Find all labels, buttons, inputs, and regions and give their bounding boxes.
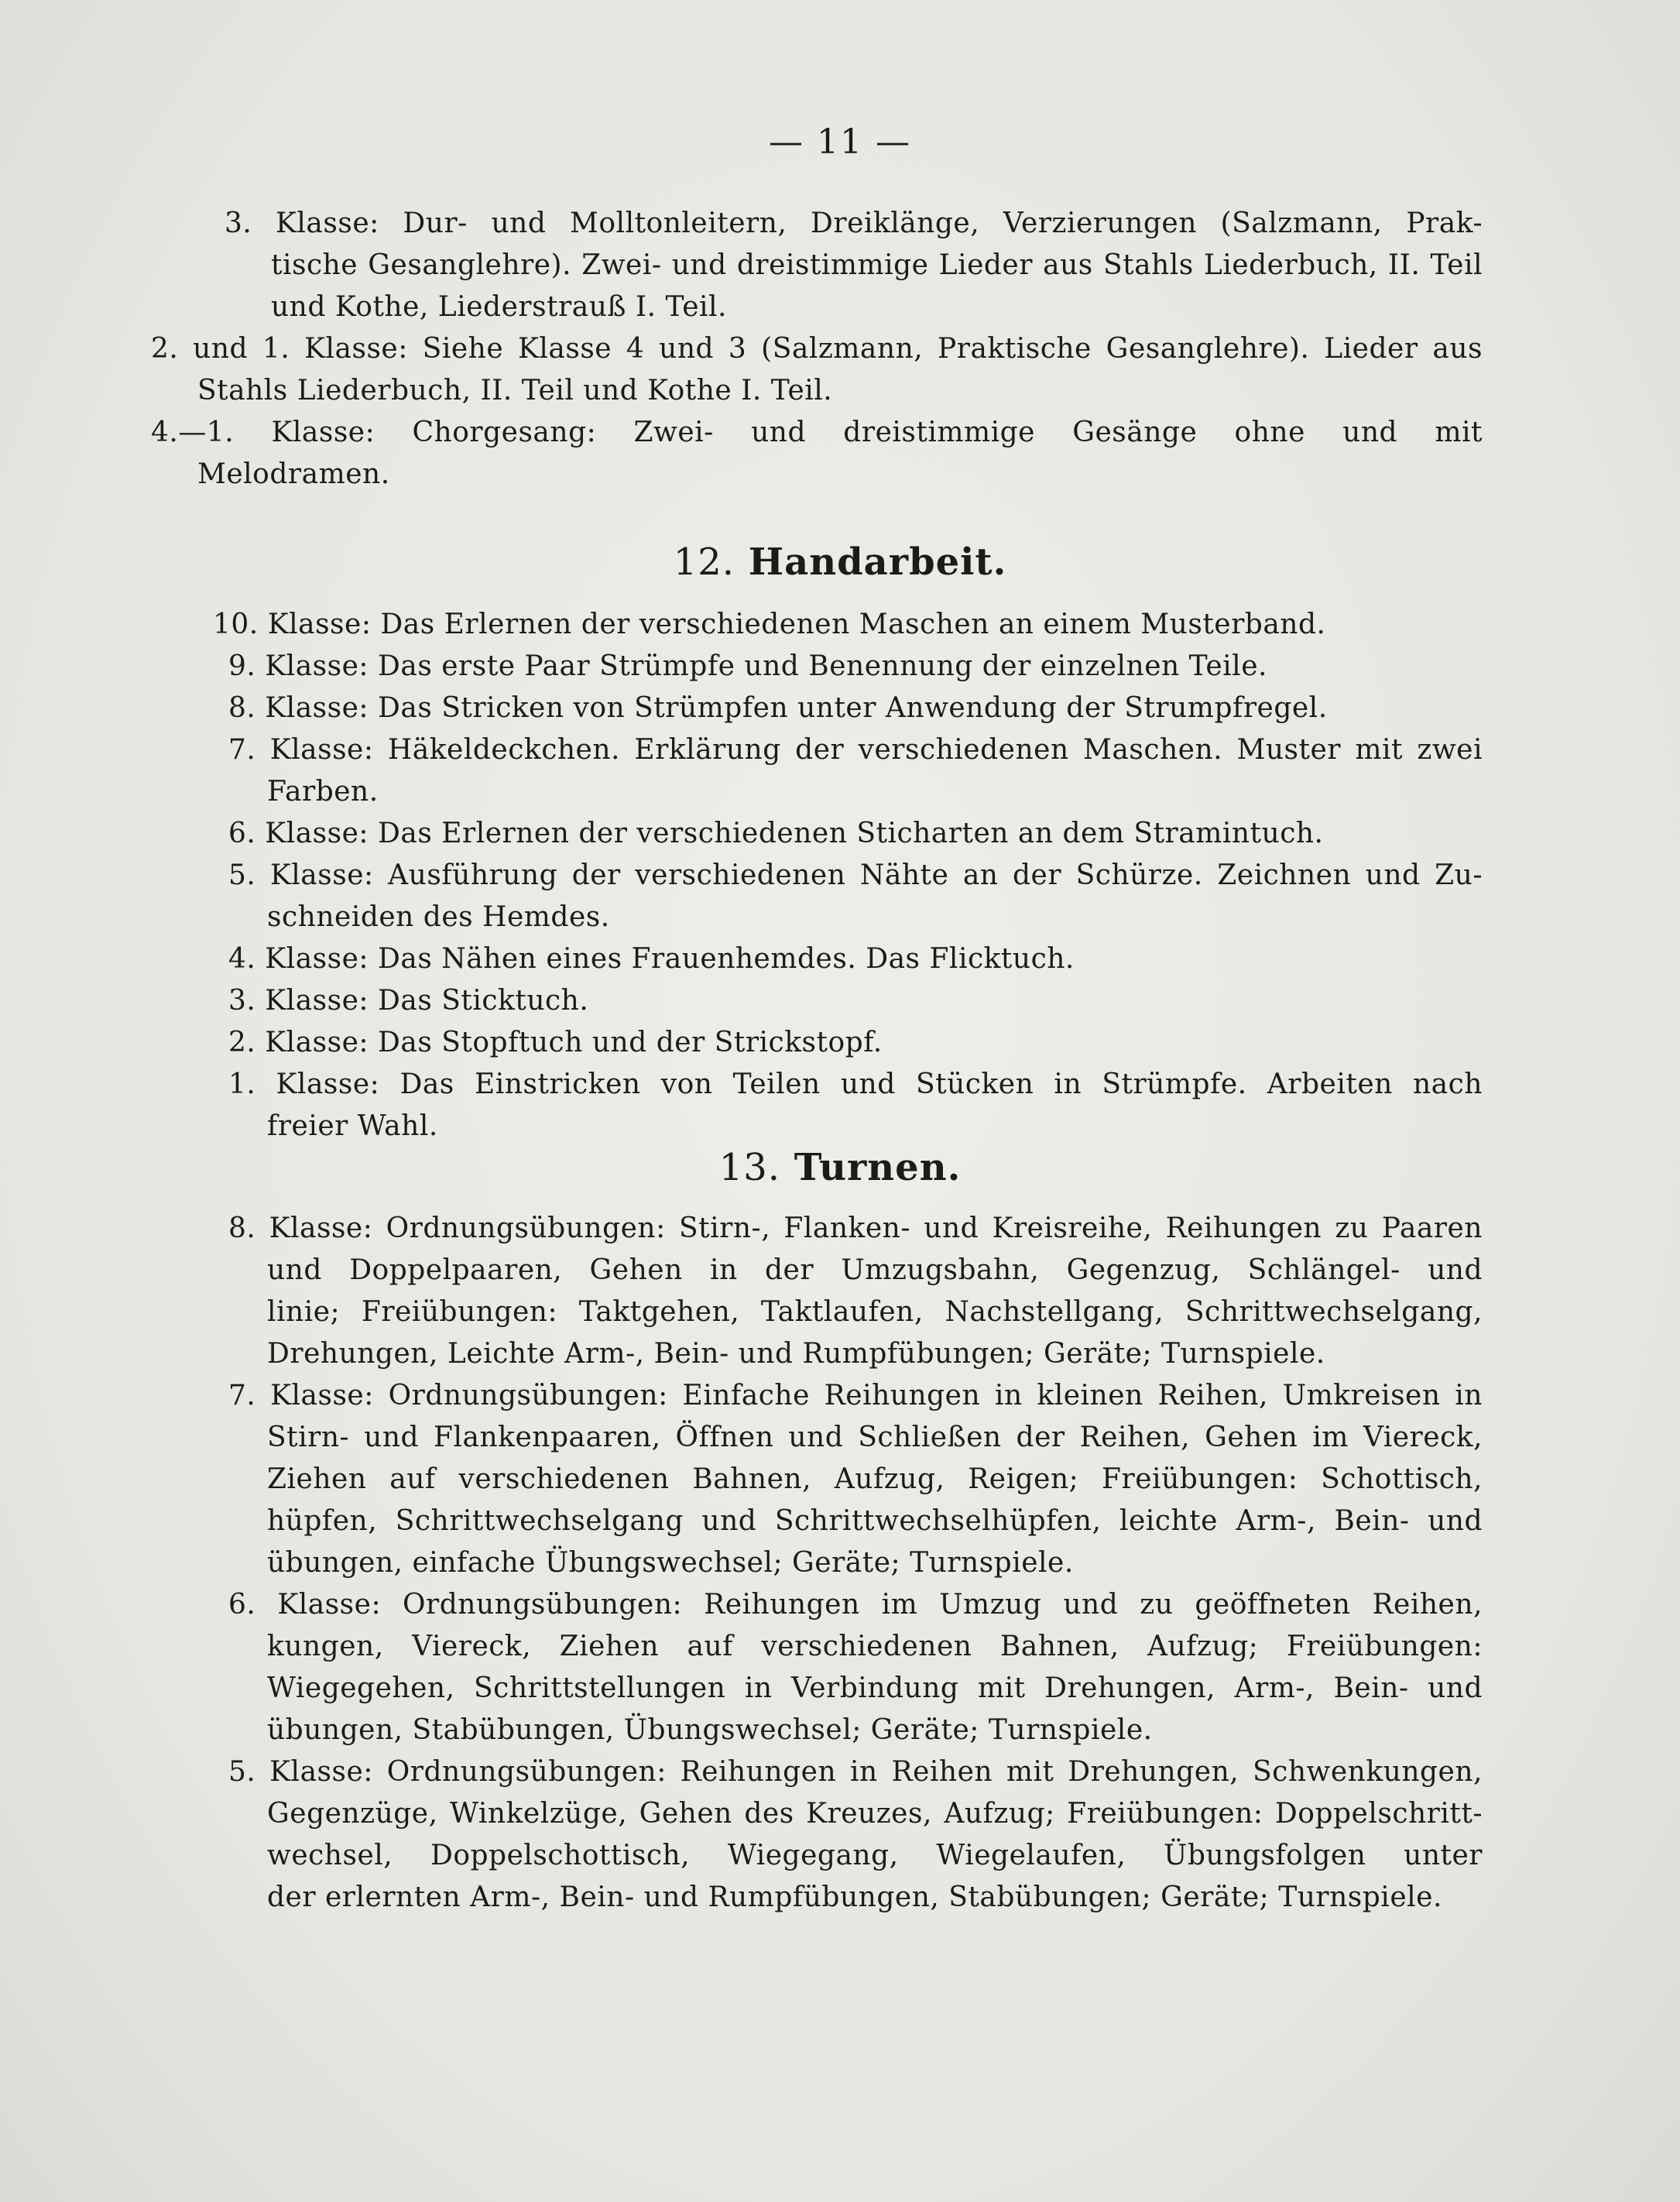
entry bbox=[151, 1022, 1483, 1064]
entry bbox=[151, 1208, 1483, 1375]
text-line: Farben. bbox=[267, 776, 379, 808]
entry bbox=[151, 855, 1483, 938]
text-line: 5. Klasse: Ordnungsübungen: Reihungen in Reihen mit Drehungen, Schwenkungen, bbox=[228, 1756, 1483, 1788]
music-section bbox=[151, 203, 1483, 496]
text-line: 2. und 1. Klasse: Siehe Klasse 4 und 3 (Salzmann, Praktische Gesanglehre). Lieder aus bbox=[151, 333, 1483, 365]
text-line: und Kothe, Liederstrauß I. Teil. bbox=[271, 291, 727, 323]
text-line: 2. Klasse: Das Stopftuch und der Strickstopf. bbox=[228, 1027, 883, 1058]
text-line: Stirn- und Flankenpaaren, Öffnen und Schließen der Reihen, Gehen im Viereck, bbox=[267, 1422, 1483, 1453]
text-line: wechsel, Doppelschottisch, Wiegegang, Wiegelaufen, Übungsfolgen unter bbox=[267, 1840, 1483, 1871]
page-number: — 11 — bbox=[769, 122, 911, 162]
text-line: 6. Klasse: Das Erlernen der verschiedenen Sticharten an dem Stramintuch. bbox=[228, 818, 1324, 849]
text-line: 6. Klasse: Ordnungsübungen: Reihungen im Umzug und zu geöffneten Reihen, bbox=[228, 1589, 1483, 1621]
text-line: 7. Klasse: Ordnungsübungen: Einfache Reihungen in kleinen Reihen, Umkreisen in bbox=[228, 1380, 1483, 1411]
entry bbox=[151, 412, 1483, 496]
text-line: Drehungen, Leichte Arm-, Bein- und Rumpfübungen; Geräte; Turnspiele. bbox=[267, 1338, 1325, 1370]
text-line: 10. Klasse: Das Erlernen der verschiedenen Maschen an einem Musterband. bbox=[213, 609, 1326, 640]
entry bbox=[151, 1584, 1483, 1751]
entry bbox=[151, 604, 1483, 646]
section-heading-handarbeit bbox=[0, 540, 1680, 584]
section-number: 13. bbox=[718, 1146, 781, 1189]
text-line: Ziehen auf verschiedenen Bahnen, Aufzug, Reigen; Freiübungen: Schottisch, bbox=[267, 1463, 1483, 1495]
text-line: 1. Klasse: Das Einstricken von Teilen und Stücken in Strümpfe. Arbeiten nach bbox=[228, 1068, 1483, 1100]
text-line: linie; Freiübungen: Taktgehen, Taktlaufen, Nachstellgang, Schrittwechselgang, bbox=[267, 1296, 1483, 1328]
text-line: 3. Klasse: Dur- und Molltonleitern, Dreiklänge, Verzierungen (Salzmann, Prak- bbox=[225, 208, 1483, 239]
text-line: Stahls Liederbuch, II. Teil und Kothe I. Teil. bbox=[197, 375, 833, 406]
entry bbox=[151, 980, 1483, 1022]
text-line: 9. Klasse: Das erste Paar Strümpfe und Benennung der einzelnen Teile. bbox=[228, 650, 1267, 682]
text-line: 4.—1. Klasse: Chorgesang: Zwei- und dreistimmige Gesänge ohne und mit bbox=[151, 417, 1483, 448]
handarbeit-section bbox=[151, 604, 1483, 1147]
text-line: übungen, einfache Übungswechsel; Geräte; Turnspiele. bbox=[267, 1547, 1074, 1579]
text-line: 8. Klasse: Das Stricken von Strümpfen unter Anwendung der Strumpfregel. bbox=[228, 692, 1328, 724]
text-line: Wiegegehen, Schrittstellungen in Verbindung mit Drehungen, Arm-, Bein- und bbox=[267, 1672, 1483, 1704]
text-line: 7. Klasse: Häkeldeckchen. Erklärung der verschiedenen Maschen. Muster mit zwei bbox=[228, 734, 1483, 766]
text-line: hüpfen, Schrittwechselgang und Schrittwechselhüpfen, leichte Arm-, Bein- und bbox=[267, 1505, 1483, 1537]
entry bbox=[151, 203, 1483, 328]
text-line: der erlernten Arm-, Bein- und Rumpfübungen, Stabübungen; Geräte; Turnspiele. bbox=[267, 1881, 1442, 1913]
text-line: freier Wahl. bbox=[267, 1110, 438, 1142]
entry bbox=[151, 1064, 1483, 1147]
text-line: kungen, Viereck, Ziehen auf verschiedenen Bahnen, Aufzug; Freiübungen: bbox=[267, 1631, 1483, 1662]
text-line: 3. Klasse: Das Sticktuch. bbox=[228, 985, 589, 1017]
entry bbox=[151, 813, 1483, 855]
entry bbox=[151, 729, 1483, 813]
entry bbox=[151, 1375, 1483, 1584]
entry bbox=[151, 328, 1483, 412]
text-line: übungen, Stabübungen, Übungswechsel; Geräte; Turnspiele. bbox=[267, 1714, 1153, 1746]
text-line: Melodramen. bbox=[197, 458, 390, 490]
section-title: Turnen. bbox=[794, 1146, 962, 1189]
text-line: 5. Klasse: Ausführung der verschiedenen Nähte an der Schürze. Zeichnen und Zu- bbox=[228, 859, 1483, 891]
section-title: Handarbeit. bbox=[748, 540, 1007, 584]
text-line: und Doppelpaaren, Gehen in der Umzugsbahn, Gegenzug, Schlängel- und bbox=[267, 1254, 1483, 1286]
text-line: 4. Klasse: Das Nähen eines Frauenhemdes. Das Flicktuch. bbox=[228, 943, 1075, 975]
entry bbox=[151, 688, 1483, 729]
section-number: 12. bbox=[673, 540, 735, 584]
text-line: tische Gesanglehre). Zwei- und dreistimmige Lieder aus Stahls Liederbuch, II. Teil bbox=[271, 249, 1483, 281]
text-line: 8. Klasse: Ordnungsübungen: Stirn-, Flanken- und Kreisreihe, Reihungen zu Paaren bbox=[228, 1212, 1483, 1244]
section-heading-turnen bbox=[0, 1146, 1680, 1189]
turnen-section bbox=[151, 1208, 1483, 1919]
entry bbox=[151, 646, 1483, 688]
text-line: schneiden des Hemdes. bbox=[267, 901, 610, 933]
entry bbox=[151, 938, 1483, 980]
entry bbox=[151, 1751, 1483, 1919]
text-line: Gegenzüge, Winkelzüge, Gehen des Kreuzes, Aufzug; Freiübungen: Doppelschritt- bbox=[267, 1798, 1483, 1830]
